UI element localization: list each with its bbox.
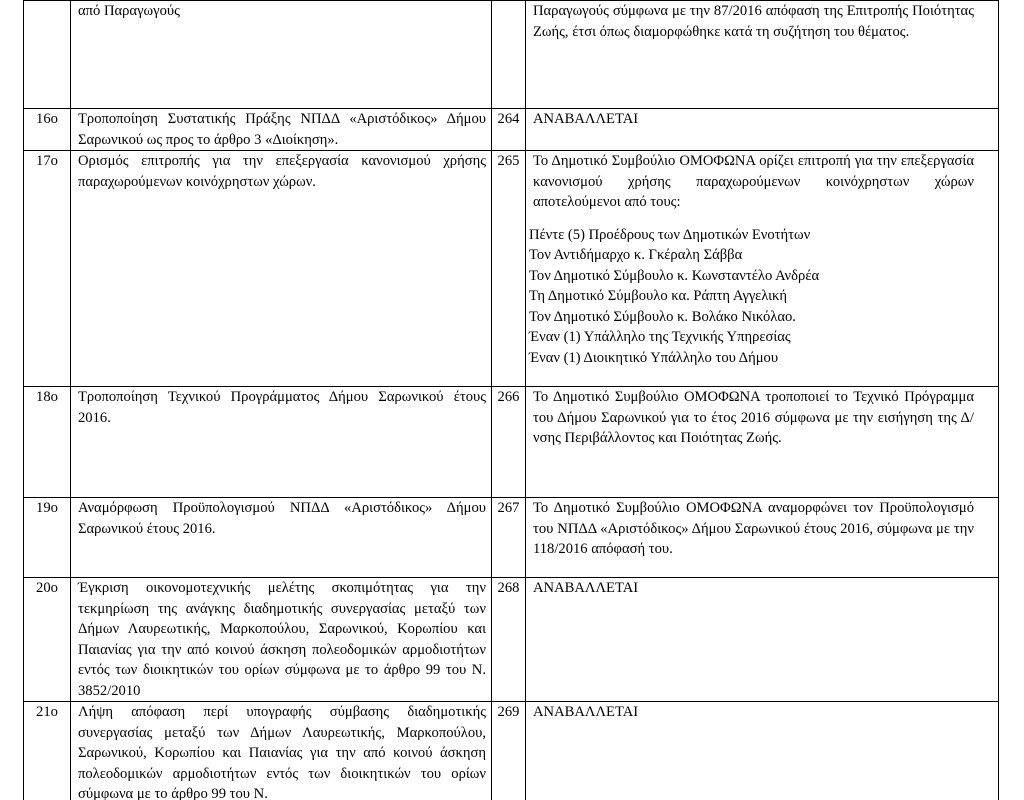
decision-text: Παραγωγούς σύμφωνα με την 87/2016 απόφαση της Επιτροπής Ποιότητας Ζωής, έτσι όπως διαμορφώθηκε κατά τη συζήτηση του θέματος. <box>533 3 974 40</box>
table-row <box>24 387 999 498</box>
decisions-table <box>23 0 999 800</box>
table-row <box>24 498 999 578</box>
decision-text: Το Δημοτικό Συμβούλιο ΟΜΟΦΩΝΑ τροποποιεί το Τεχνικό Πρόγραμμα του Δήμου Σαρωνικού για το έτος 2016 σύμφωνα με την εισήγηση της Δ/νσης Περιβάλλοντος και Ποιότητας Ζωής. <box>533 389 974 446</box>
subject-text: Αναμόρφωση Προϋπολογισμού ΝΠΔΔ «Αριστόδικος» Δήμου Σαρωνικού έτους 2016. <box>78 500 486 537</box>
subject-cell <box>71 151 492 387</box>
decision-number: 264 <box>497 111 520 127</box>
subject-cell <box>71 1 492 109</box>
list-item: Έναν (1) Υπάλληλο της Τεχνικής Υπηρεσίας <box>529 329 791 345</box>
decision-cell <box>526 578 999 702</box>
subject-cell <box>71 387 492 498</box>
subject-text: Τροποποίηση Τεχνικού Προγράμματος Δήμου Σαρωνικού έτους 2016. <box>78 389 486 426</box>
list-item: Τον Δημοτικό Σύμβουλο κ. Βολάκο Νικόλαο. <box>529 308 796 325</box>
decision-number-cell <box>492 578 526 702</box>
decision-text: ΑΝΑΒΑΛΛΕΤΑΙ <box>533 111 639 127</box>
decision-text: Το Δημοτικό Συμβούλιο ΟΜΟΦΩΝΑ αναμορφώνει τον Προϋπολογισμό του ΝΠΔΔ «Αριστόδικος» Δήμου Σαρωνικού έτους 2016, σύμφωνα με την 118/2016 απόφασή του. <box>533 500 974 557</box>
subject-text: Ορισμός επιτροπής για την επεξεργασία κανονισμού χρήσης παραχωρούμενων κοινόχρηστων χώρων. <box>78 153 486 190</box>
item-number: 19ο <box>36 500 58 516</box>
decision-text: Το Δημοτικό Συμβούλιο ΟΜΟΦΩΝΑ ορίζει επιτροπή για την επεξεργασία κανονισμού χρήσης παραχωρούμενων κοινόχρηστων χώρων αποτελούμενοι από τους: <box>533 153 974 210</box>
list-item: Τον Δημοτικό Σύμβουλο κ. Κωνσταντέλο Ανδρέα <box>529 267 820 284</box>
decision-number: 267 <box>497 500 520 516</box>
item-number-cell <box>24 151 71 387</box>
subject-text: Τροποποίηση Συστατικής Πράξης ΝΠΔΔ «Αριστόδικος» Δήμου Σαρωνικού ως προς το άρθρο 3 «Διοίκηση». <box>78 111 486 148</box>
subject-text: Λήψη απόφαση περί υπογραφής σύμβασης διαδημοτικής συνεργασίας μεταξύ των Δήμων Λαυρεωτικής, Μαρκοπούλου, Σαρωνικού, Κορωπίου και Παιανίας για την από κοινού άσκηση πολεοδομικών αρμοδιοτήτων εντός των διοικητικών του ορίων σύμφωνα με το άρθρο 99 του Ν. <box>78 704 486 800</box>
item-number: 21ο <box>36 704 58 720</box>
table-row <box>24 1 999 109</box>
decision-number: 269 <box>497 704 520 720</box>
decision-number-cell <box>492 498 526 578</box>
subject-text: από Παραγωγούς <box>78 3 180 19</box>
list-item: Τον Αντιδήμαρχο κ. Γκέραλη Σάββα <box>529 247 743 263</box>
subject-text: Έγκριση οικονομοτεχνικής μελέτης σκοπιμότητας για την τεκμηρίωση της ανάγκης διαδημοτικής συνεργασίας μεταξύ των Δήμων Λαυρεωτικής, Μαρκοπούλου, Σαρωνικού, Κορωπίου και Παιανίας για την από κοινού άσκηση πολεοδομικών αρμοδιοτήτων εντός των διοικητικών του ορίων σύμφωνα με το άρθρο 99 του Ν. 3852/2010 <box>78 580 486 699</box>
decision-cell <box>526 702 999 800</box>
item-number-cell <box>24 109 71 151</box>
item-number: 18ο <box>36 389 58 405</box>
decision-cell <box>526 151 999 387</box>
committee-members-list <box>526 225 998 369</box>
decision-text: ΑΝΑΒΑΛΛΕΤΑΙ <box>533 580 639 596</box>
decision-number: 266 <box>497 389 520 405</box>
decision-text: ΑΝΑΒΑΛΛΕΤΑΙ <box>533 704 639 720</box>
item-number-cell <box>24 387 71 498</box>
subject-cell <box>71 702 492 800</box>
item-number-cell <box>24 1 71 109</box>
decision-cell <box>526 109 999 151</box>
item-number-cell <box>24 498 71 578</box>
table-row <box>24 109 999 151</box>
decision-number-cell <box>492 151 526 387</box>
table-row <box>24 151 999 387</box>
table-row <box>24 702 999 800</box>
list-item: Έναν (1) Διοικητικό Υπάλληλο του Δήμου <box>529 349 779 366</box>
decision-number-cell <box>492 109 526 151</box>
item-number: 20ο <box>36 580 58 596</box>
item-number: 17ο <box>36 153 58 169</box>
decision-number-cell <box>492 1 526 109</box>
subject-cell <box>71 498 492 578</box>
decision-number: 268 <box>497 580 520 596</box>
decision-cell <box>526 387 999 498</box>
item-number: 16ο <box>36 111 58 127</box>
subject-cell <box>71 109 492 151</box>
decision-number: 265 <box>497 153 520 169</box>
item-number-cell <box>24 702 71 800</box>
table-row <box>24 578 999 702</box>
item-number-cell <box>24 578 71 702</box>
decision-cell <box>526 1 999 109</box>
decision-cell <box>526 498 999 578</box>
list-item: Τη Δημοτικό Σύμβουλο κα. Ράπτη Αγγελική <box>529 288 788 304</box>
list-item: Πέντε (5) Προέδρους των Δημοτικών Ενοτήτων <box>529 226 811 243</box>
subject-cell <box>71 578 492 702</box>
decision-number-cell <box>492 702 526 800</box>
decision-number-cell <box>492 387 526 498</box>
